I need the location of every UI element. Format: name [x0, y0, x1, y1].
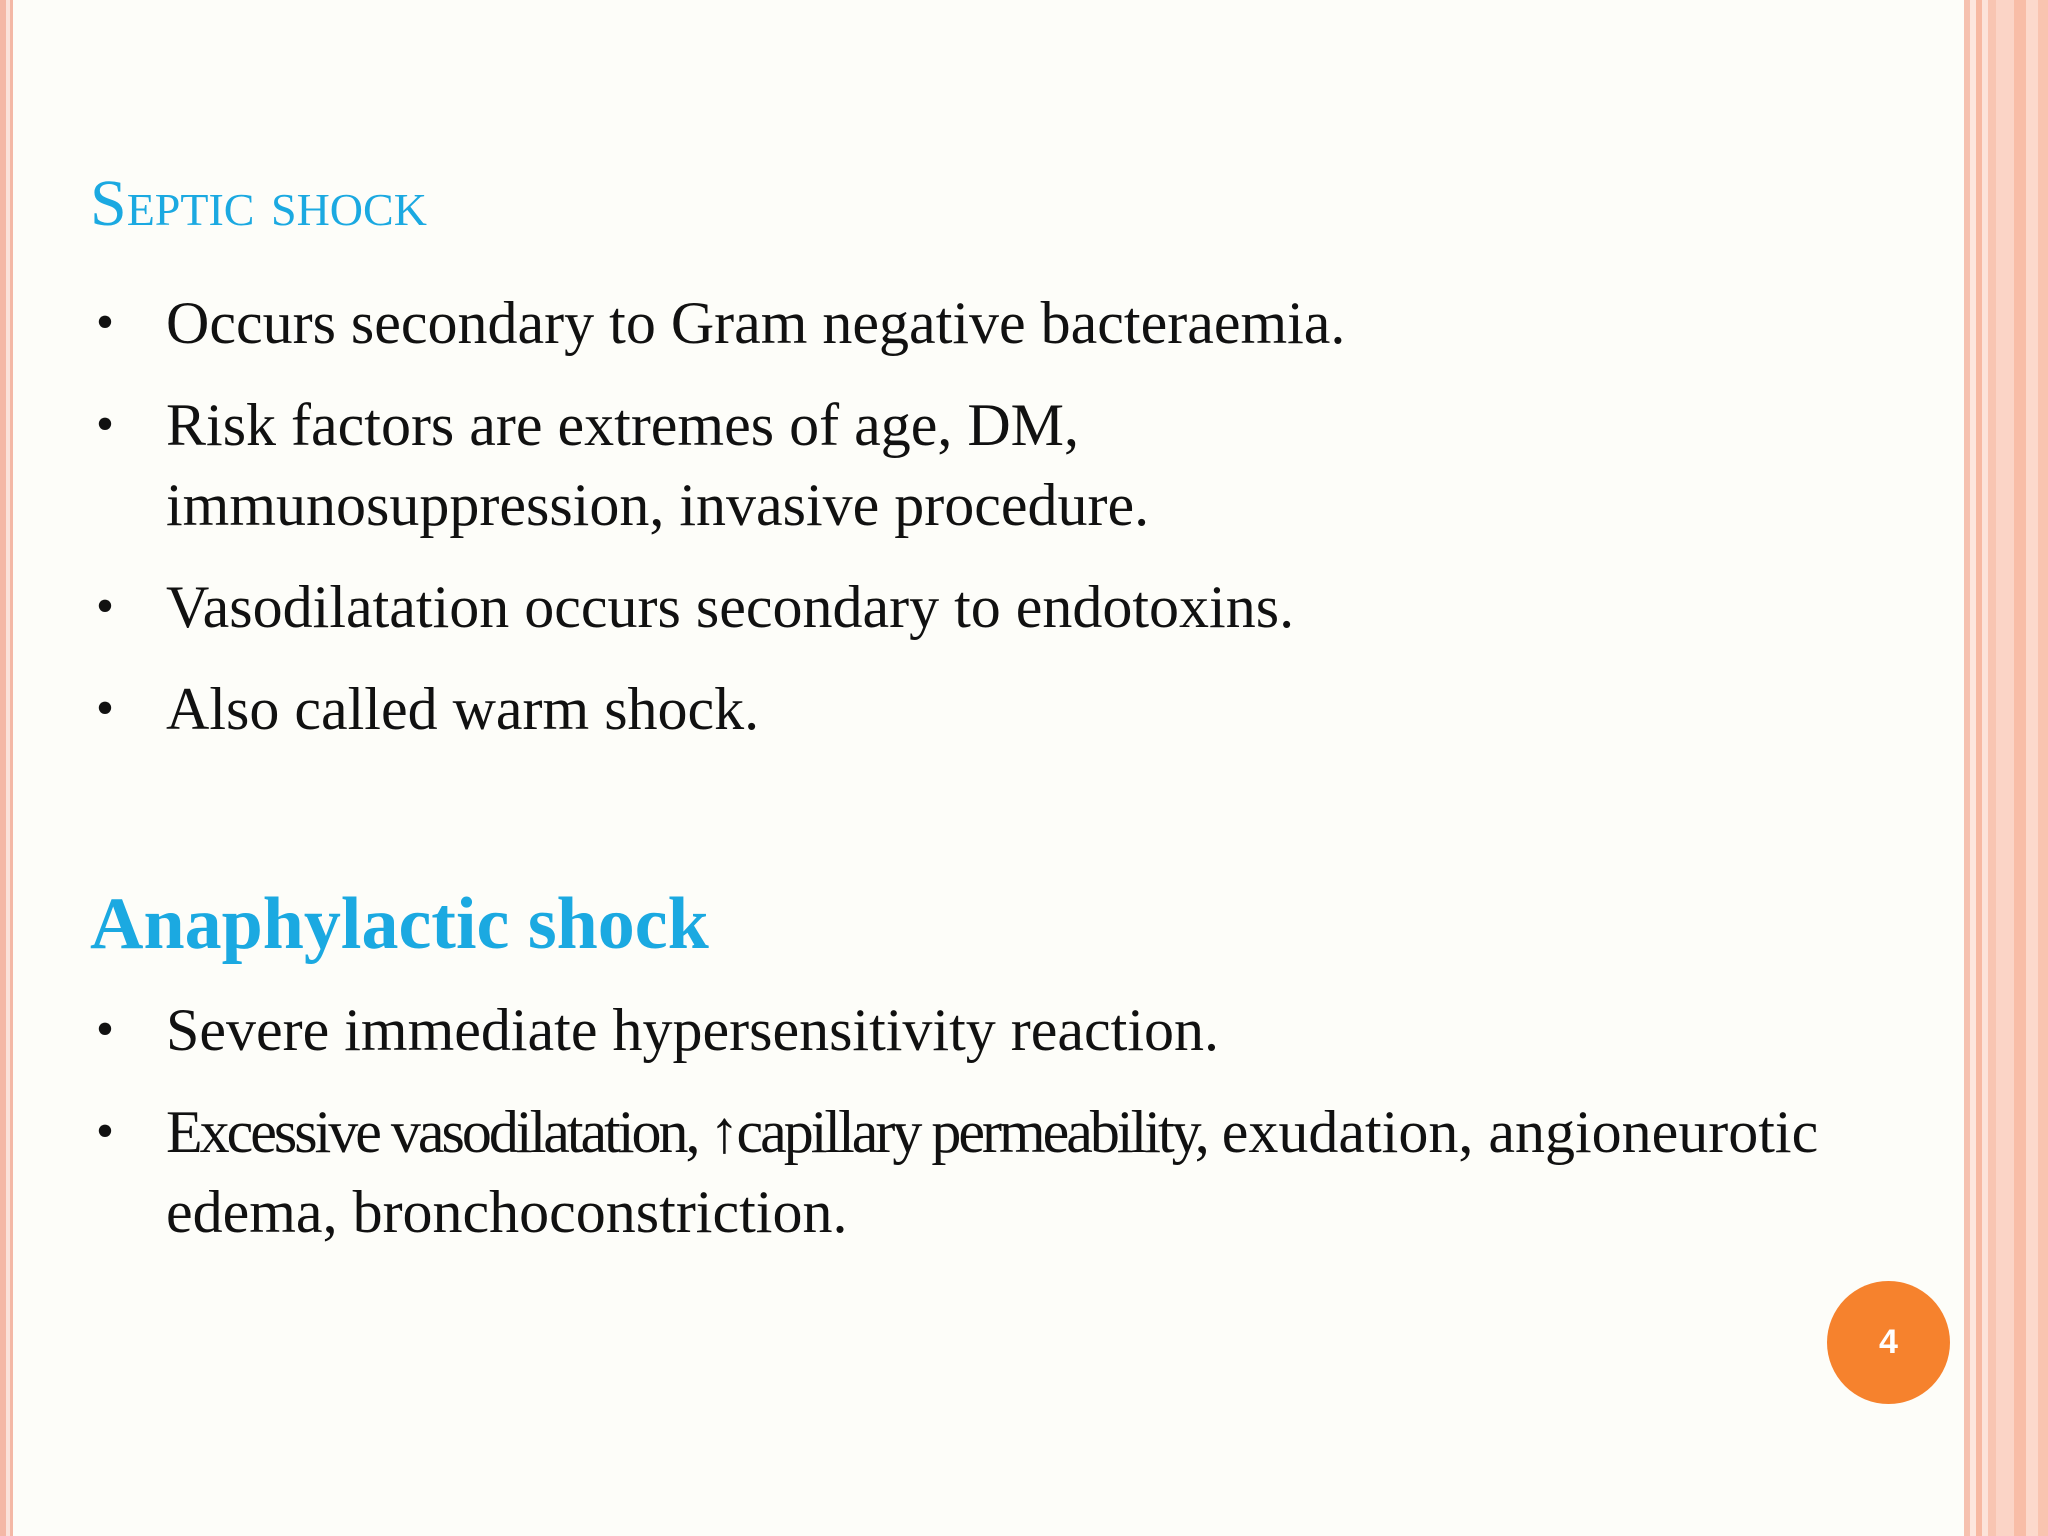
list-item: [90, 990, 1870, 1070]
list-item: [90, 385, 1266, 545]
bullet-icon: •: [95, 1001, 115, 1058]
bullet-text-lead: Excessive vasodilatation, ↑capillary permeability,: [166, 1099, 1207, 1165]
septic-shock-bullet-list: [90, 283, 1870, 771]
bullet-text: Risk factors are extremes of age, DM, immunosuppression, invasive procedure.: [166, 392, 1150, 538]
section-heading-anaphylactic-shock: Anaphylactic shock: [90, 883, 709, 965]
left-decorative-border: [0, 0, 18, 1536]
list-item: [90, 669, 1870, 749]
bullet-text-rest: exudation, angioneurotic edema, bronchoconstriction.: [166, 1099, 1819, 1245]
bullet-text: Also called warm shock.: [166, 676, 760, 742]
bullet-icon: •: [95, 1103, 115, 1160]
list-item: [90, 567, 1870, 647]
bullet-text: Severe immediate hypersensitivity reaction.: [166, 997, 1219, 1063]
bullet-text: Occurs secondary to Gram negative bacteraemia.: [166, 290, 1346, 356]
bullet-icon: •: [95, 680, 115, 737]
bullet-text: Vasodilatation occurs secondary to endotoxins.: [166, 574, 1295, 640]
bullet-icon: •: [95, 294, 115, 351]
right-decorative-border: [1956, 0, 2048, 1536]
bullet-icon: •: [95, 578, 115, 635]
section-heading-septic-shock: Septic shock: [90, 167, 427, 240]
list-item: [90, 283, 1870, 363]
list-item: [90, 1092, 1826, 1252]
page-number-badge: 4: [1827, 1281, 1950, 1404]
bullet-icon: •: [95, 396, 115, 453]
anaphylactic-shock-bullet-list: [90, 990, 1870, 1274]
